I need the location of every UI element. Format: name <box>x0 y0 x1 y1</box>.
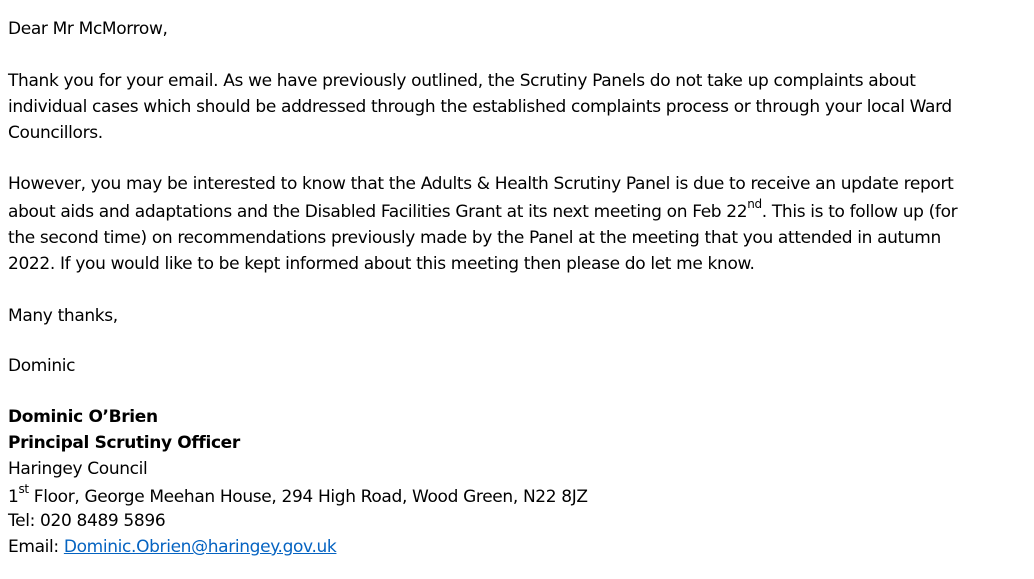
paragraph-1-line-2: individual cases which should be addressed through the established complaints process or through your local Ward <box>8 97 952 117</box>
signature-job-title: Principal Scrutiny Officer <box>8 433 240 453</box>
signature-email-label: Email: <box>8 537 64 557</box>
sign-off-name <box>8 353 75 379</box>
paragraph-2-line-2-end: . This is to follow up (for <box>761 202 958 222</box>
signature-organisation: Haringey Council <box>8 459 148 479</box>
greeting <box>8 16 168 42</box>
closing <box>8 303 118 329</box>
greeting-text: Dear Mr McMorrow, <box>8 19 168 39</box>
sign-off-name-text: Dominic <box>8 356 76 376</box>
paragraph-2-line-2 <box>8 199 957 225</box>
paragraph-1-line-3: Councillors. <box>8 123 103 143</box>
signature-tel: Tel: 020 8489 5896 <box>8 511 166 531</box>
paragraph-1 <box>8 68 952 146</box>
date-ordinal-suffix: nd <box>747 197 762 212</box>
paragraph-2 <box>8 171 957 277</box>
signature-full-name: Dominic O’Brien <box>8 407 158 427</box>
paragraph-2-line-4: 2022. If you would like to be kept informed about this meeting then please do let me know. <box>8 254 755 274</box>
address-ordinal-suffix: st <box>18 482 29 497</box>
signature-block <box>8 404 588 560</box>
paragraph-1-line-1: Thank you for your email. As we have previously outlined, the Scrutiny Panels do not take up complaints about <box>8 71 916 91</box>
closing-text: Many thanks, <box>8 306 118 326</box>
signature-email-line <box>8 534 588 560</box>
paragraph-2-line-2-start: about aids and adaptations and the Disabled Facilities Grant at its next meeting on Feb 22 <box>8 202 748 222</box>
paragraph-2-line-3: the second time) on recommendations previously made by the Panel at the meeting that you attended in autumn <box>8 228 941 248</box>
signature-address <box>8 484 588 510</box>
address-rest: Floor, George Meehan House, 294 High Road, Wood Green, N22 8JZ <box>28 487 588 507</box>
paragraph-2-line-1: However, you may be interested to know that the Adults & Health Scrutiny Panel is due to receive an update report <box>8 174 954 194</box>
address-floor-number: 1 <box>8 487 19 507</box>
email-link[interactable]: Dominic.Obrien@haringey.gov.uk <box>63 537 337 557</box>
